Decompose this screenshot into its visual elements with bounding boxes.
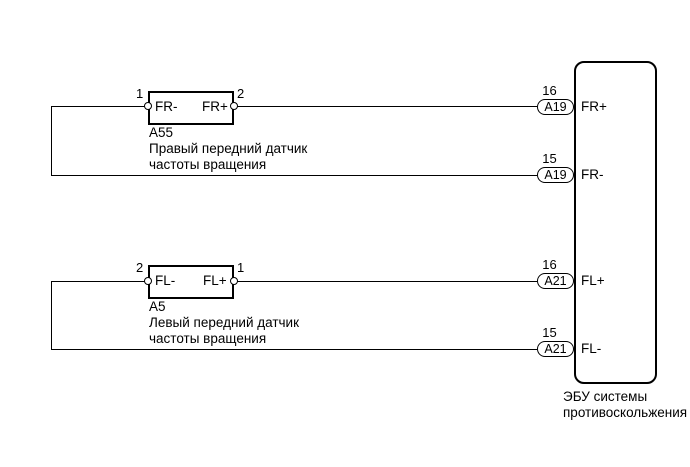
ecu-pin-number: 15 — [542, 151, 557, 166]
ecu-caption-line: противоскольжения — [563, 405, 688, 420]
pin-number: 2 — [136, 260, 144, 275]
terminal-circle-a5-pin2 — [144, 277, 152, 285]
ecu-port-label: FL- — [581, 341, 602, 356]
connector-oval-a21: A21 — [537, 341, 574, 357]
wire-fr-minus-vertical — [51, 106, 52, 176]
terminal-circle-a5-pin1 — [230, 277, 238, 285]
wire-fl-minus-bottom — [51, 349, 537, 350]
sensor-caption-a55 — [149, 125, 307, 173]
sensor-desc: Правый передний датчик — [149, 141, 308, 156]
sensor-caption-a5 — [149, 299, 299, 347]
sensor-desc: частоты вращения — [149, 157, 267, 172]
terminal-circle-a55-pin2 — [230, 102, 238, 110]
wire-fl-plus — [234, 281, 537, 282]
ecu-caption-line: ЭБУ системы — [563, 389, 648, 404]
ecu-caption — [563, 389, 687, 421]
sensor-pin-label: FR- — [155, 99, 178, 114]
sensor-desc: частоты вращения — [149, 331, 267, 346]
sensor-id: A55 — [149, 125, 174, 140]
connector-oval-a21: A21 — [537, 273, 574, 289]
connector-oval-a19: A19 — [537, 99, 574, 115]
ecu-pin-number: 16 — [542, 83, 557, 98]
wire-fl-minus-vertical — [51, 281, 52, 350]
pin-number: 2 — [237, 86, 245, 101]
ecu-port-label: FR- — [581, 167, 604, 182]
ecu-pin-number: 15 — [542, 325, 557, 340]
wire-fr-plus — [234, 106, 537, 107]
sensor-pin-label: FL- — [155, 273, 176, 288]
wire-fr-minus-left — [51, 106, 148, 107]
sensor-pin-label: FR+ — [202, 99, 228, 114]
connector-oval-a19: A19 — [537, 167, 574, 183]
terminal-circle-a55-pin1 — [144, 102, 152, 110]
pin-number: 1 — [237, 260, 245, 275]
wire-fr-minus-bottom — [51, 175, 537, 176]
ecu-port-label: FR+ — [581, 99, 607, 114]
ecu-port-label: FL+ — [581, 273, 605, 288]
sensor-id: A5 — [149, 299, 166, 314]
sensor-desc: Левый передний датчик — [149, 315, 299, 330]
wire-fl-minus-left — [51, 281, 148, 282]
ecu-pin-number: 16 — [542, 257, 557, 272]
sensor-pin-label: FL+ — [203, 273, 227, 288]
pin-number: 1 — [136, 86, 144, 101]
